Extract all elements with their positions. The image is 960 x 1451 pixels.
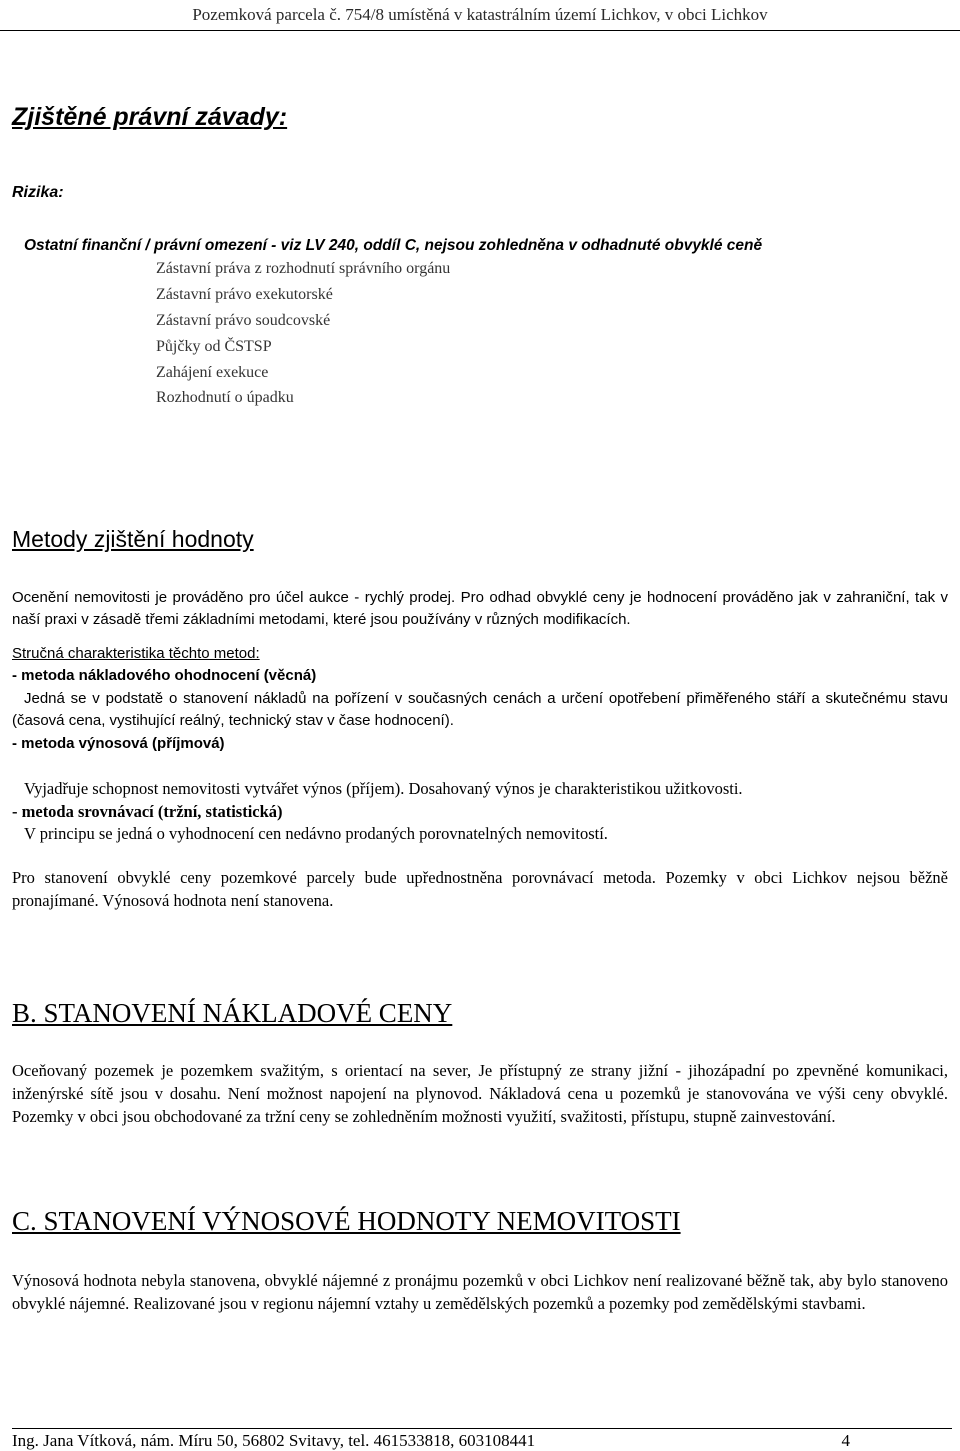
footer-author: Ing. Jana Vítková, nám. Míru 50, 56802 Svitavy, tel. 461533818, 603108441 [12, 1431, 536, 1450]
methods-summary-title: Stručná charakteristika těchto metod: [12, 645, 260, 662]
cost-method-title: - metoda nákladového ohodnocení (věcná) [12, 667, 317, 684]
methods-conclusion: Pro stanovení obvyklé ceny pozemkové parcely bude upřednostněna porovnávací metoda. Pozemky v obci Lichkov nejsou běžně pronajímané. Výnosová hodnota není stanovena. [12, 868, 948, 910]
section-b-title: B. STANOVENÍ NÁKLADOVÉ CENY [12, 998, 453, 1028]
risk-item: Půjčky od ČSTSP [156, 338, 272, 355]
page-footer [12, 1428, 952, 1451]
risk-item: Zástavní práva z rozhodnutí správního orgánu [156, 260, 451, 277]
section-c-title: C. STANOVENÍ VÝNOSOVÉ HODNOTY NEMOVITOSTI [12, 1206, 681, 1236]
income-method-text: Vyjadřuje schopnost nemovitosti vytvářet výnos (příjem). Dosahovaný výnos je charakteristikou užitkovosti. [24, 779, 743, 798]
legal-defects-title: Zjištěné právní závady: [12, 103, 288, 131]
methods-title: Metody zjištění hodnoty [12, 526, 254, 552]
risk-item: Zástavní právo exekutorské [156, 286, 333, 303]
section-c-text: Výnosová hodnota nebyla stanovena, obvyklé nájemné z pronájmu pozemků v obci Lichkov není realizované běžně tak, aby bylo stanoveno obvyklé nájemné. Realizované jsou v regionu nájemní vztahy u zemědělských pozemků a pozemky pod zemědělskými stavbami. [12, 1271, 948, 1313]
comparative-method-title: - metoda srovnávací (tržní, statistická) [12, 802, 283, 821]
main-risk-text: Ostatní finanční / právní omezení - viz LV 240, oddíl C, nejsou zohledněna v odhadnuté obvyklé ceně [24, 237, 763, 254]
risk-item: Rozhodnutí o úpadku [156, 389, 294, 406]
page-header: Pozemková parcela č. 754/8 umístěná v katastrálním území Lichkov, v obci Lichkov [0, 5, 960, 31]
section-b-text: Oceňovaný pozemek je pozemkem svažitým, s orientací na sever, Je přístupný ze strany jižní - jihozápadní po zpevněné komunikaci, inženýrské sítě jsou v dosahu. Není možnost napojení na plynovod. Nákladová cena u pozemků je stanovována ve výši ceny obvyklé. Pozemky v obci jsou obchodované za tržní ceny se zohledněním možnosti využití, svažitosti, přístupu, stupně zainvestování. [12, 1061, 948, 1126]
page-number: 4 [841, 1431, 850, 1450]
comparative-method-text: V principu se jedná o vyhodnocení cen nedávno prodaných porovnatelných nemovitostí. [24, 824, 608, 843]
risk-item: Zástavní právo soudcovské [156, 312, 331, 329]
income-method-title: - metoda výnosová (příjmová) [12, 735, 225, 752]
risks-label: Rizika: [12, 184, 64, 201]
methods-intro: Ocenění nemovitosti je prováděno pro účel aukce - rychlý prodej. Pro odhad obvyklé ceny je hodnocení prováděno jak v zahraniční, tak v naší praxi v zásadě třemi základními metodami, které jsou používány v různých modifikacích. [12, 589, 948, 628]
cost-method-text: Jedná se v podstatě o stanovení nákladů na pořízení v současných cenách a určení opotřebení přiměřeného stáří a skutečnému stavu (časová cena, vystihující reálný, technický stav v čase hodnocení). [12, 690, 948, 729]
risk-item: Zahájení exekuce [156, 364, 269, 381]
